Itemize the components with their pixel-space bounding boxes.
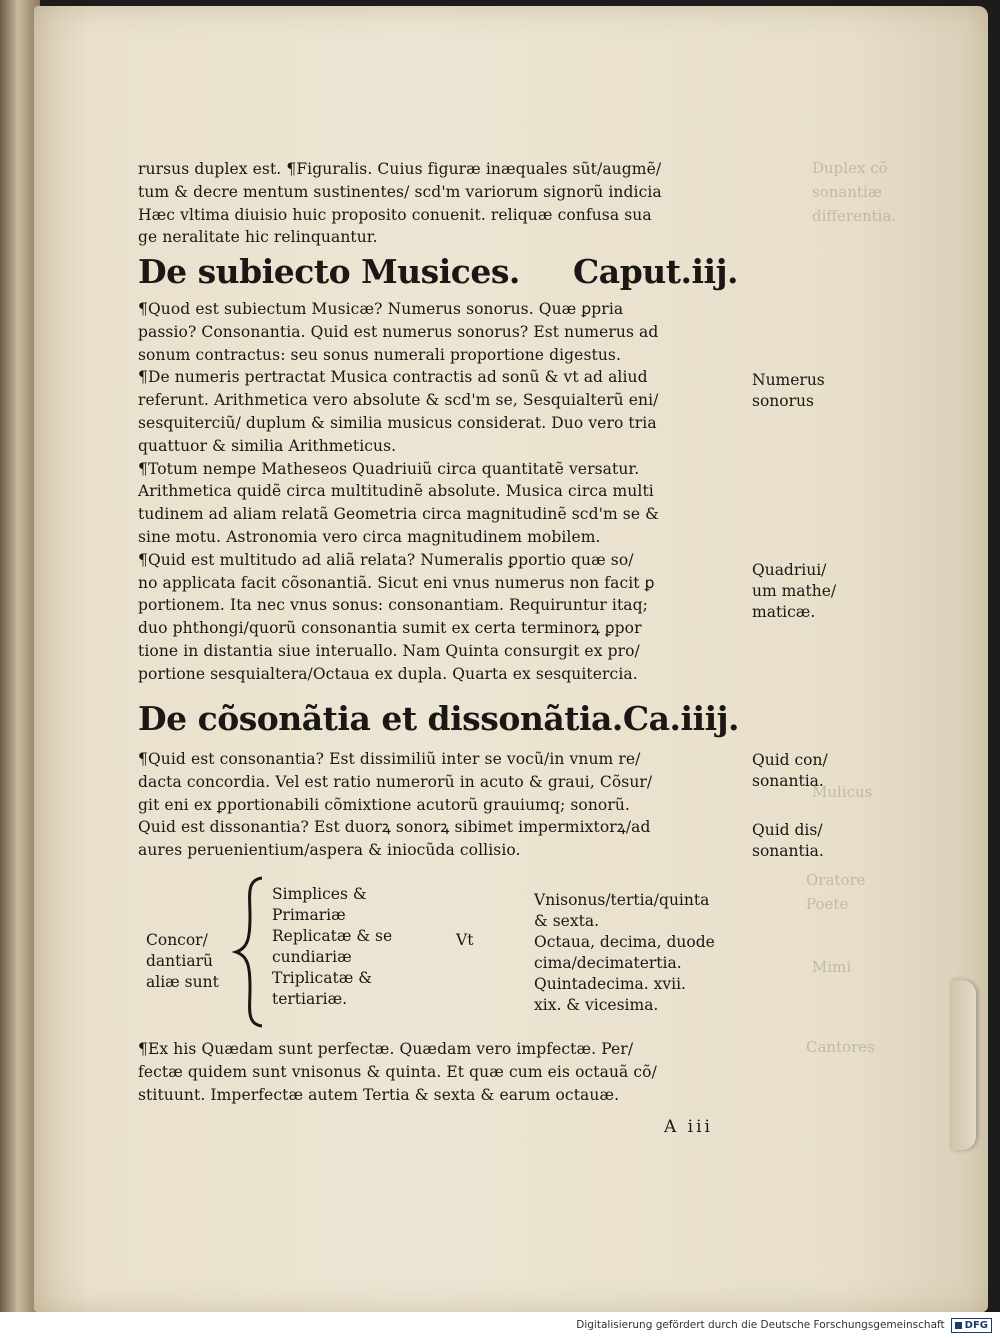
- table-kind-line: Simplices &: [272, 885, 367, 903]
- margin-note-consonantia: [752, 750, 852, 792]
- margin-note-line: Quadriui/: [752, 561, 827, 579]
- text-line: tum & decre mentum sustinentes/ scd'm variorum signorũ indicia: [138, 182, 662, 201]
- paragraph-block-3: [138, 1038, 743, 1106]
- text-line: sesquiterciũ/ duplum & similia musicus considerat. Duo vero tria: [138, 413, 657, 432]
- heading-title: De cõsonãtia et dissonãtia.: [138, 699, 623, 738]
- text-line: ¶Quod est subiectum Musicæ? Numerus sonorus. Quæ ꝑpria: [138, 300, 624, 318]
- margin-note-line: sonantia.: [752, 842, 824, 860]
- text-line: ¶Quid est consonantia? Est dissimiliũ inter se vocũ/in vnum re/: [138, 750, 641, 768]
- funding-credit-bar: [0, 1312, 1000, 1338]
- paragraph-block-2: [138, 748, 743, 862]
- text-line: Arithmetica quidẽ circa multitudinẽ absolute. Musica circa multi: [138, 482, 654, 501]
- text-line: portione sesquialtera/Octaua ex dupla. Quarta ex sesquitercia.: [138, 664, 638, 683]
- text-line: ¶Totum nempe Matheseos Quadriuiũ circa quantitatẽ versatur.: [138, 459, 640, 478]
- margin-note-line: sonantia.: [752, 772, 824, 790]
- margin-note-dissonantia: [752, 820, 852, 862]
- table-example-line: xix. & vicesima.: [534, 996, 659, 1014]
- text-line: tudinem ad aliam relatã Geometria circa magnitudinẽ scd'm se &: [138, 505, 660, 524]
- signature-mark: A iii: [664, 1117, 713, 1137]
- table-kind-line: Replicatæ & se: [272, 927, 393, 945]
- curly-brace-icon: [232, 876, 266, 1028]
- margin-note-line: um mathe/: [752, 582, 837, 600]
- bleed-line: Duplex cõ: [812, 159, 888, 177]
- text-line: dacta concordia. Vel est ratio numerorũ in acuto & graui, Cõsur/: [138, 772, 653, 791]
- margin-note-quadriuium: [752, 560, 852, 623]
- text-line: git eni ex ꝑportionabili cõmixtione acutorũ grauiumq; sonorũ.: [138, 795, 630, 814]
- chapter-heading-3: [138, 253, 738, 291]
- top-lines: [138, 158, 743, 249]
- page-fold-edge: [950, 980, 976, 1150]
- margin-note-line: sonorus: [752, 392, 814, 410]
- funding-credit-text: Digitalisierung gefördert durch die Deutsche Forschungsgemeinschaft: [576, 1319, 945, 1331]
- table-kind-line: Triplicatæ &: [272, 969, 372, 987]
- text-line: tione in distantia siue interuallo. Nam Quinta consurgit ex pro/: [138, 641, 640, 660]
- text-line: no applicata facit cõsonantiã. Sicut eni vnus numerus non facit ꝑ: [138, 573, 655, 592]
- table-kind-line: Primariæ: [272, 906, 346, 924]
- text-line: Quid est dissonantia? Est duorꝝ sonorꝝ sibimet impermixtorꝝ/ad: [138, 818, 651, 837]
- table-kind-line: cundiariæ: [272, 948, 352, 966]
- text-line: stituunt. Imperfectæ autem Tertia & sexta & earum octauæ.: [138, 1085, 620, 1104]
- table-kinds: [272, 884, 392, 1010]
- bleed-line: Poete: [806, 895, 849, 913]
- table-vt: Vt: [456, 931, 474, 949]
- chapter-heading-4: [138, 700, 738, 738]
- text-line: ¶Quid est multitudo ad aliã relata? Numeralis ꝑportio quæ so/: [138, 550, 634, 569]
- text-line: quattuor & similia Arithmeticus.: [138, 436, 397, 455]
- bleed-through-text-lower4: [806, 1035, 875, 1059]
- text-line: ¶Ex his Quædam sunt perfectæ. Quædam vero impfectæ. Per/: [138, 1040, 634, 1058]
- text-line: rursus duplex est. ¶Figuralis. Cuius figuræ inæquales sũt/augmẽ/: [138, 160, 662, 178]
- text-line: referunt. Arithmetica vero absolute & scd'm se, Sesquialterũ eni/: [138, 391, 659, 410]
- text-line: ¶De numeris pertractat Musica contractis ad sonũ & vt ad aliud: [138, 368, 648, 387]
- text-line: ge neralitate hic relinquantur.: [138, 228, 378, 247]
- text-line: aures peruenientium/aspera & iniocũda collisio.: [138, 841, 521, 860]
- dfg-logo-text: DFG: [964, 1319, 988, 1331]
- bleed-through-text-lower3: [812, 955, 851, 979]
- heading-chapter: Ca.iiij.: [622, 699, 740, 738]
- text-line: passio? Consonantia. Quid est numerus sonorus? Est numerus ad: [138, 322, 659, 341]
- margin-note-line: Numerus: [752, 371, 825, 389]
- text-line: sonum contractus: seu sonus numerali proportione digestus.: [138, 345, 621, 364]
- table-label-line: dantiarũ: [146, 952, 213, 970]
- table-kind-line: tertiariæ.: [272, 990, 348, 1008]
- table-examples: [534, 890, 715, 1016]
- margin-note-line: maticæ.: [752, 603, 816, 621]
- text-line: duo phthongi/quorũ consonantia sumit ex certa terminorꝝ ꝑpor: [138, 619, 642, 638]
- bleed-through-text-lower2: [806, 868, 866, 916]
- margin-note-line: Quid dis/: [752, 821, 823, 839]
- table-example-line: cima/decimatertia.: [534, 954, 682, 972]
- margin-note-line: Quid con/: [752, 751, 828, 769]
- text-line: portionem. Ita nec vnus sonus: consonantiam. Requiruntur itaq;: [138, 596, 648, 615]
- table-example-line: Vnisonus/tertia/quinta: [534, 891, 710, 909]
- bleed-line: Mimi: [812, 958, 852, 976]
- bleed-line: Mulicus: [812, 783, 873, 801]
- table-example-line: & sexta.: [534, 912, 599, 930]
- dfg-logo-icon: [951, 1318, 992, 1333]
- heading-title: De subiecto Musices.: [138, 252, 520, 291]
- heading-chapter: Caput.iij.: [573, 252, 738, 291]
- bleed-line: Cantores: [806, 1038, 875, 1056]
- bleed-line: Oratore: [806, 871, 866, 889]
- margin-note-numerus: [752, 370, 852, 412]
- text-line: sine motu. Astronomia vero circa magnitudinem mobilem.: [138, 527, 601, 546]
- text-line: Hæc vltima diuisio huic proposito conuenit. reliquæ confusa sua: [138, 205, 652, 224]
- table-example-line: Octaua, decima, duode: [534, 933, 715, 951]
- table-label-line: aliæ sunt: [146, 973, 219, 991]
- bleed-line: differentia.: [812, 207, 897, 225]
- table-label-line: Concor/: [146, 931, 208, 949]
- table-label: [146, 930, 219, 993]
- bleed-line: sonantiæ: [812, 183, 882, 201]
- text-line: fectæ quidem sunt vnisonus & quinta. Et quæ cum eis octauã cõ/: [138, 1062, 657, 1081]
- table-example-line: Quintadecima. xvii.: [534, 975, 686, 993]
- paragraph-block-1: [138, 298, 743, 686]
- bleed-through-text: [812, 156, 896, 228]
